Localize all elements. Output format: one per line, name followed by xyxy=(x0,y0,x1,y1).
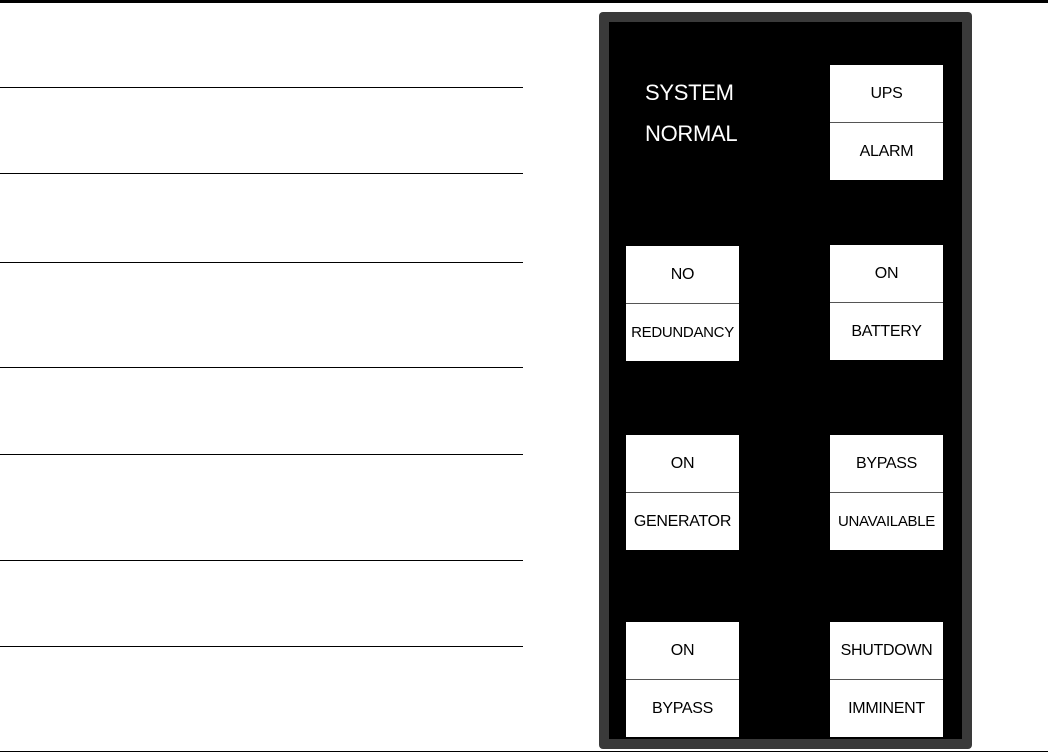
indicator-top-label: UPS xyxy=(870,84,903,102)
indicator-bottom-label: GENERATOR xyxy=(633,512,732,530)
status-panel xyxy=(599,12,972,749)
top-rule xyxy=(0,0,1048,3)
bottom-rule xyxy=(0,751,1048,752)
system-normal-label xyxy=(645,72,737,154)
indicator-on-bypass xyxy=(626,622,739,737)
divider-line xyxy=(0,646,523,647)
divider-line xyxy=(0,173,523,174)
indicator-on-battery xyxy=(830,245,943,360)
indicator-bottom-label: BYPASS xyxy=(651,699,714,717)
indicator-bottom-label: UNAVAILABLE xyxy=(837,513,936,530)
status-panel-face xyxy=(609,22,962,739)
indicator-no-redundancy xyxy=(626,246,739,361)
indicator-top-label: SHUTDOWN xyxy=(840,641,933,659)
system-status-line-2: NORMAL xyxy=(645,121,738,146)
indicator-ups-alarm xyxy=(830,65,943,180)
divider-line xyxy=(0,87,523,88)
indicator-top-label: ON xyxy=(670,641,695,659)
indicator-top-label: NO xyxy=(670,265,695,283)
indicator-bypass-unavailable xyxy=(830,435,943,550)
indicator-top-label: BYPASS xyxy=(855,454,918,472)
divider-line xyxy=(0,367,523,368)
indicator-bottom-label: REDUNDANCY xyxy=(631,324,734,341)
indicator-bottom-label: IMMINENT xyxy=(848,699,925,717)
divider-line xyxy=(0,262,523,263)
divider-line xyxy=(0,560,523,561)
indicator-shutdown-imminent xyxy=(830,622,943,737)
indicator-top-label: ON xyxy=(874,264,899,282)
indicator-top-label: ON xyxy=(670,454,695,472)
indicator-on-generator xyxy=(626,435,739,550)
system-status-line-1: SYSTEM xyxy=(645,80,734,105)
indicator-bottom-label: ALARM xyxy=(859,142,914,160)
divider-line xyxy=(0,454,523,455)
indicator-bottom-label: BATTERY xyxy=(851,322,922,340)
